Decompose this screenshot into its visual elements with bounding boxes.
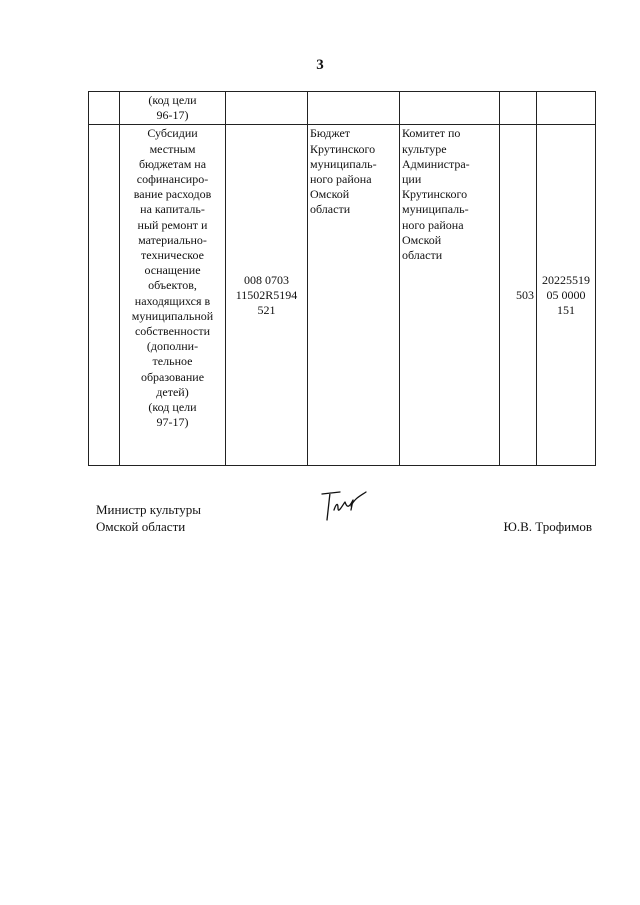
table-cell xyxy=(500,92,537,125)
table-cell xyxy=(120,125,226,466)
subsidy-description: Субсидии местным бюджетам на софинансиро- вание расходов на капиталь- ный ремонт и материально- техническое оснащение объектов, находящихся в муниципальной собственности (дополни- тельное образование детей) (код цели 97-17) xyxy=(131,126,214,430)
administrator: Комитет по культуре Администра- ции Крутинского муниципаль- ного района Омской области xyxy=(402,126,470,263)
budget-recipient: Бюджет Крутинского муниципаль- ного района Омской области xyxy=(310,126,377,217)
table-cell xyxy=(120,92,226,125)
table-cell xyxy=(308,92,400,125)
table-bottom-rule xyxy=(88,465,595,466)
table-row xyxy=(89,92,596,125)
budget-table xyxy=(88,91,596,466)
handwritten-signature xyxy=(318,486,378,526)
table-cell xyxy=(537,125,596,466)
admin-code: 503 xyxy=(516,288,534,303)
position-line-2: Омской области xyxy=(96,519,186,534)
table-cell xyxy=(400,92,500,125)
table-cell xyxy=(308,125,400,466)
table-cell xyxy=(89,92,120,125)
goal-code-96: (код цели 96-17) xyxy=(148,93,197,123)
page-number: 3 xyxy=(316,57,324,73)
table-cell xyxy=(89,125,120,466)
table-cell xyxy=(226,92,308,125)
signature-position xyxy=(96,501,201,535)
table-row xyxy=(89,125,596,466)
table-cell xyxy=(400,125,500,466)
position-line-1: Министр культуры xyxy=(96,502,202,517)
table-cell xyxy=(226,125,308,466)
signatory-name: Ю.В. Трофимов xyxy=(503,519,592,534)
table-cell xyxy=(537,92,596,125)
budget-classification-code: 008 0703 11502R5194 521 xyxy=(235,272,298,318)
revenue-code: 20225519 05 0000 151 xyxy=(542,272,590,318)
table-cell xyxy=(500,125,537,466)
